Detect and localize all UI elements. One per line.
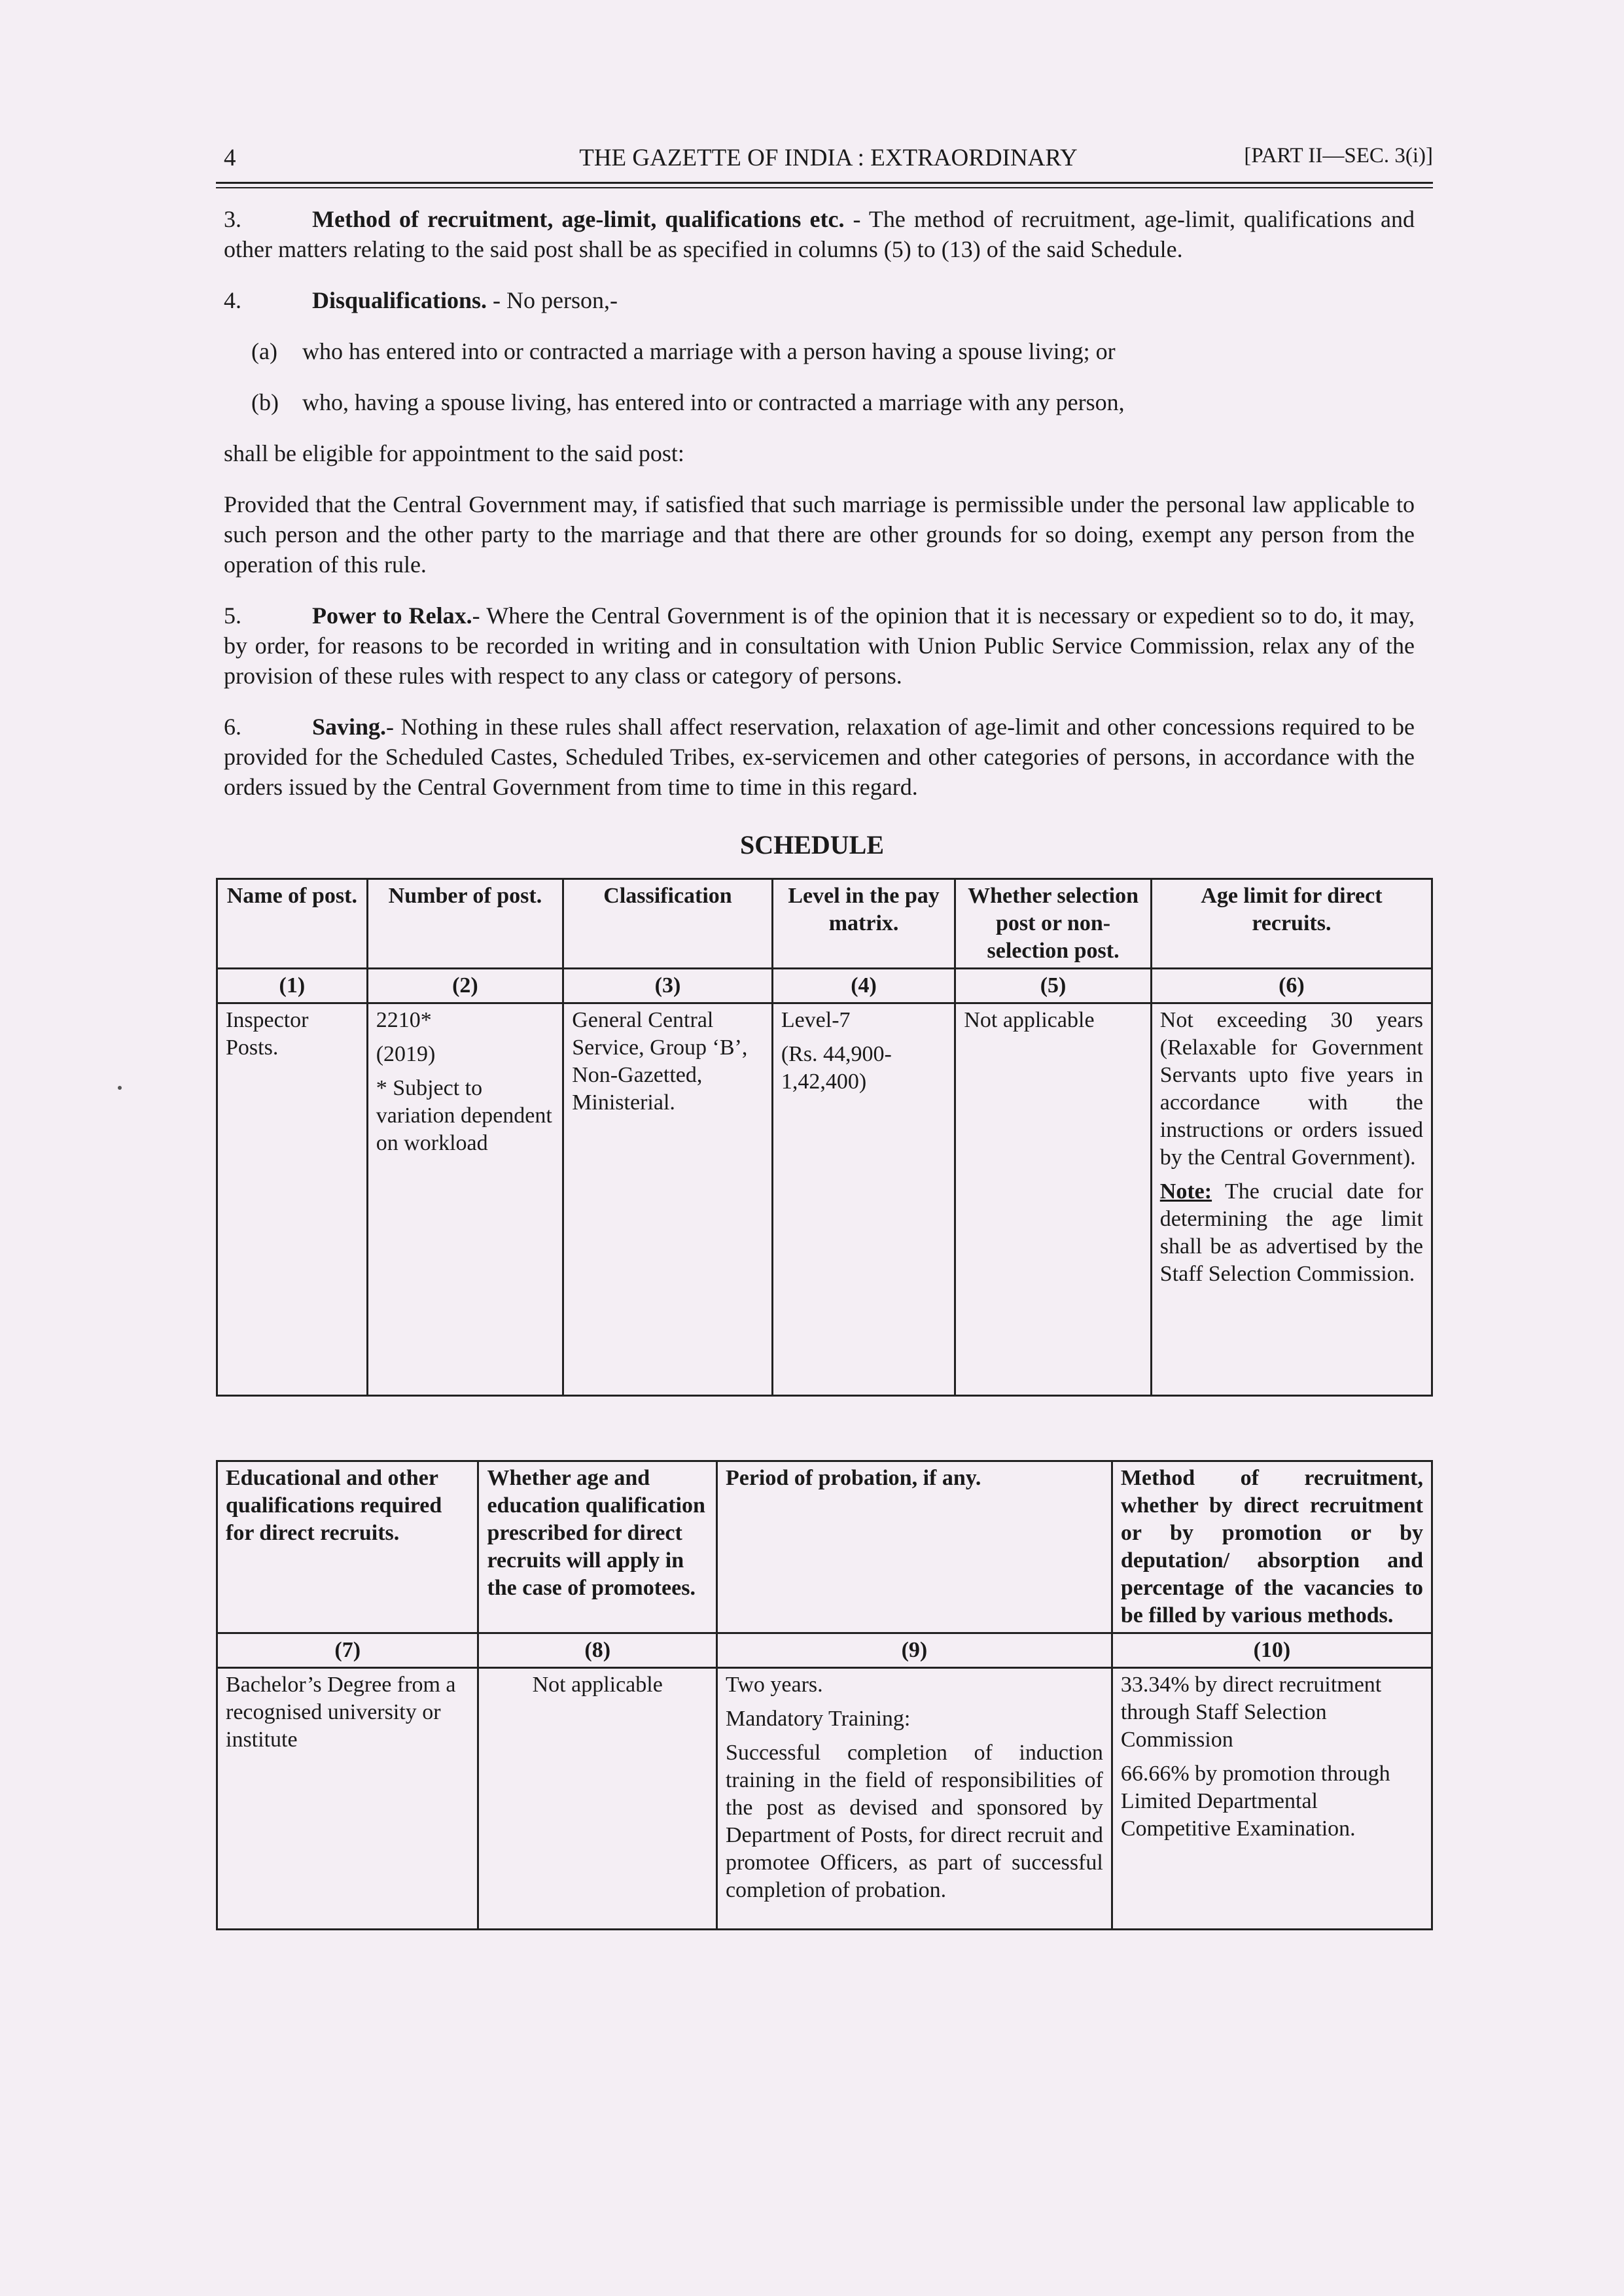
note-text: The crucial date for determining the age limit shall be as advertised by the Staff Selection Commission. xyxy=(1159,1179,1423,1286)
age-limit-text: Not exceeding 30 years (Relaxable for Government Servants upto five years in accordance with the instructions or orders issued by the Central Government). xyxy=(1159,1008,1423,1170)
para-4 xyxy=(224,285,1415,315)
col-header-probation: Period of probation, if any. xyxy=(716,1461,1112,1633)
pay-range: (Rs. 44,900-1,42,400) xyxy=(781,1042,892,1094)
col-number: (8) xyxy=(478,1633,717,1668)
para-number: 4. xyxy=(224,287,241,313)
table-header-row xyxy=(217,879,1432,969)
para-5 xyxy=(224,600,1415,691)
cell-age-limit xyxy=(1151,1003,1432,1396)
col-header-education: Educational and other qualifications required for direct recruits. xyxy=(217,1461,478,1633)
table-row xyxy=(217,1668,1432,1930)
col-header-classification: Classification xyxy=(563,879,773,969)
para-heading: Method of recruitment, age-limit, qualifications etc. xyxy=(312,206,845,232)
col-number: (5) xyxy=(955,969,1151,1003)
gazette-title: THE GAZETTE OF INDIA : EXTRAORDINARY xyxy=(579,145,1078,171)
para-text: - Nothing in these rules shall affect reservation, relaxation of age-limit and other concessions required to be provided for the Scheduled Castes, Scheduled Tribes, ex-servicemen and other categories of persons, in accordance with the orders issued by the Central Government from time to time in this regard. xyxy=(224,714,1415,800)
col-number: (9) xyxy=(716,1633,1112,1668)
cell-recruitment-method xyxy=(1112,1668,1432,1930)
page-header xyxy=(224,144,1433,178)
para-heading: Power to Relax. xyxy=(312,602,472,629)
col-number: (3) xyxy=(563,969,773,1003)
clause-label: (a) xyxy=(251,338,277,364)
table-number-row xyxy=(217,969,1432,1003)
schedule-table-1 xyxy=(216,878,1433,1397)
cell-education: Bachelor’s Degree from a recognised university or institute xyxy=(217,1668,478,1930)
para-number: 6. xyxy=(224,714,241,740)
para-heading: Disqualifications. xyxy=(312,287,487,313)
para-6 xyxy=(224,712,1415,802)
cell-post-name: Inspector Posts. xyxy=(217,1003,368,1396)
training-text: Successful completion of induction training in the field of responsibilities of the post as devised and sponsored by Department of Posts, for direct recruit and promotee Officers, as part of successful completion of probation. xyxy=(725,1741,1103,1902)
clause-label: (b) xyxy=(251,389,279,415)
table-number-row xyxy=(217,1633,1432,1668)
col-header-method: Method of recruitment, whether by direct recruitment or by promotion or by deputation/ absorption and percentage of the vacancies to be filled by various methods. xyxy=(1112,1461,1432,1633)
cell-promotee-applies: Not applicable xyxy=(478,1668,717,1930)
col-number: (10) xyxy=(1112,1633,1432,1668)
cell-pay-level xyxy=(772,1003,955,1396)
schedule-table-2 xyxy=(216,1460,1433,1930)
table-row xyxy=(217,1003,1432,1396)
cell-probation xyxy=(716,1668,1112,1930)
method-direct: 33.34% by direct recruitment through Staff Selection Commission xyxy=(1120,1673,1382,1752)
scan-speck xyxy=(118,1086,122,1090)
header-rule xyxy=(216,182,1433,184)
col-number: (1) xyxy=(217,969,368,1003)
probation-period: Two years. xyxy=(725,1673,823,1697)
pay-level: Level-7 xyxy=(781,1008,851,1032)
clause-text: who has entered into or contracted a marriage with a person having a spouse living; or xyxy=(302,338,1116,364)
cell-selection: Not applicable xyxy=(955,1003,1151,1396)
cell-number-of-post xyxy=(367,1003,563,1396)
training-label: Mandatory Training: xyxy=(725,1707,911,1731)
col-number: (7) xyxy=(217,1633,478,1668)
col-header-selection: Whether selection post or non-selection post. xyxy=(955,879,1151,969)
schedule-title: SCHEDULE xyxy=(739,830,885,860)
col-header-level: Level in the pay matrix. xyxy=(772,879,955,969)
cell-classification: General Central Service, Group ‘B’, Non-Gazetted, Ministerial. xyxy=(563,1003,773,1396)
age-limit-note xyxy=(1160,1178,1423,1288)
col-number: (4) xyxy=(772,969,955,1003)
page-number: 4 xyxy=(224,145,236,171)
post-count: 2210* xyxy=(376,1008,432,1032)
rules-body xyxy=(224,204,1415,823)
clause-b xyxy=(224,387,1415,417)
post-footnote: * Subject to variation dependent on workload xyxy=(376,1076,552,1155)
part-section: [PART II—SEC. 3(i)] xyxy=(1244,144,1433,167)
table-header-row xyxy=(217,1461,1432,1633)
para-number: 5. xyxy=(224,602,241,629)
col-header-number: Number of post. xyxy=(367,879,563,969)
col-number: (6) xyxy=(1151,969,1432,1003)
eligibility-line: shall be eligible for appointment to the said post: xyxy=(224,440,684,466)
col-header-name: Name of post. xyxy=(217,879,368,969)
para-number: 3. xyxy=(224,206,241,232)
col-header-promotee: Whether age and education qualification prescribed for direct recruits will apply in the case of promotees. xyxy=(478,1461,717,1633)
clause-a xyxy=(224,336,1415,366)
col-number: (2) xyxy=(367,969,563,1003)
para-heading: Saving. xyxy=(312,714,387,740)
method-promotion: 66.66% by promotion through Limited Departmental Competitive Examination. xyxy=(1120,1762,1390,1841)
para-text: - No person,- xyxy=(487,287,618,313)
clause-text: who, having a spouse living, has entered into or contracted a marriage with any person, xyxy=(302,389,1125,415)
note-label: Note: xyxy=(1159,1179,1212,1204)
para-text: - The method of recruitment, age-limit, qualifications and other matters relating to the said post shall be as specified in columns (5) to (13) of the said Schedule. xyxy=(224,206,1415,262)
para-3 xyxy=(224,204,1415,264)
proviso: Provided that the Central Government may, if satisfied that such marriage is permissible under the personal law applicable to such person and the other party to the marriage and that there are other grounds for so doing, exempt any person from the operation of this rule. xyxy=(224,491,1415,578)
header-rule-2 xyxy=(216,187,1433,188)
col-header-age-limit: Age limit for direct recruits. xyxy=(1151,879,1432,969)
para-text: - Where the Central Government is of the opinion that it is necessary or expedient so to do, it may, by order, for reasons to be recorded in writing and in consultation with Union Public Service Commission, relax any of the provision of these rules with respect to any class or category of persons. xyxy=(224,602,1415,689)
post-year: (2019) xyxy=(376,1042,436,1066)
